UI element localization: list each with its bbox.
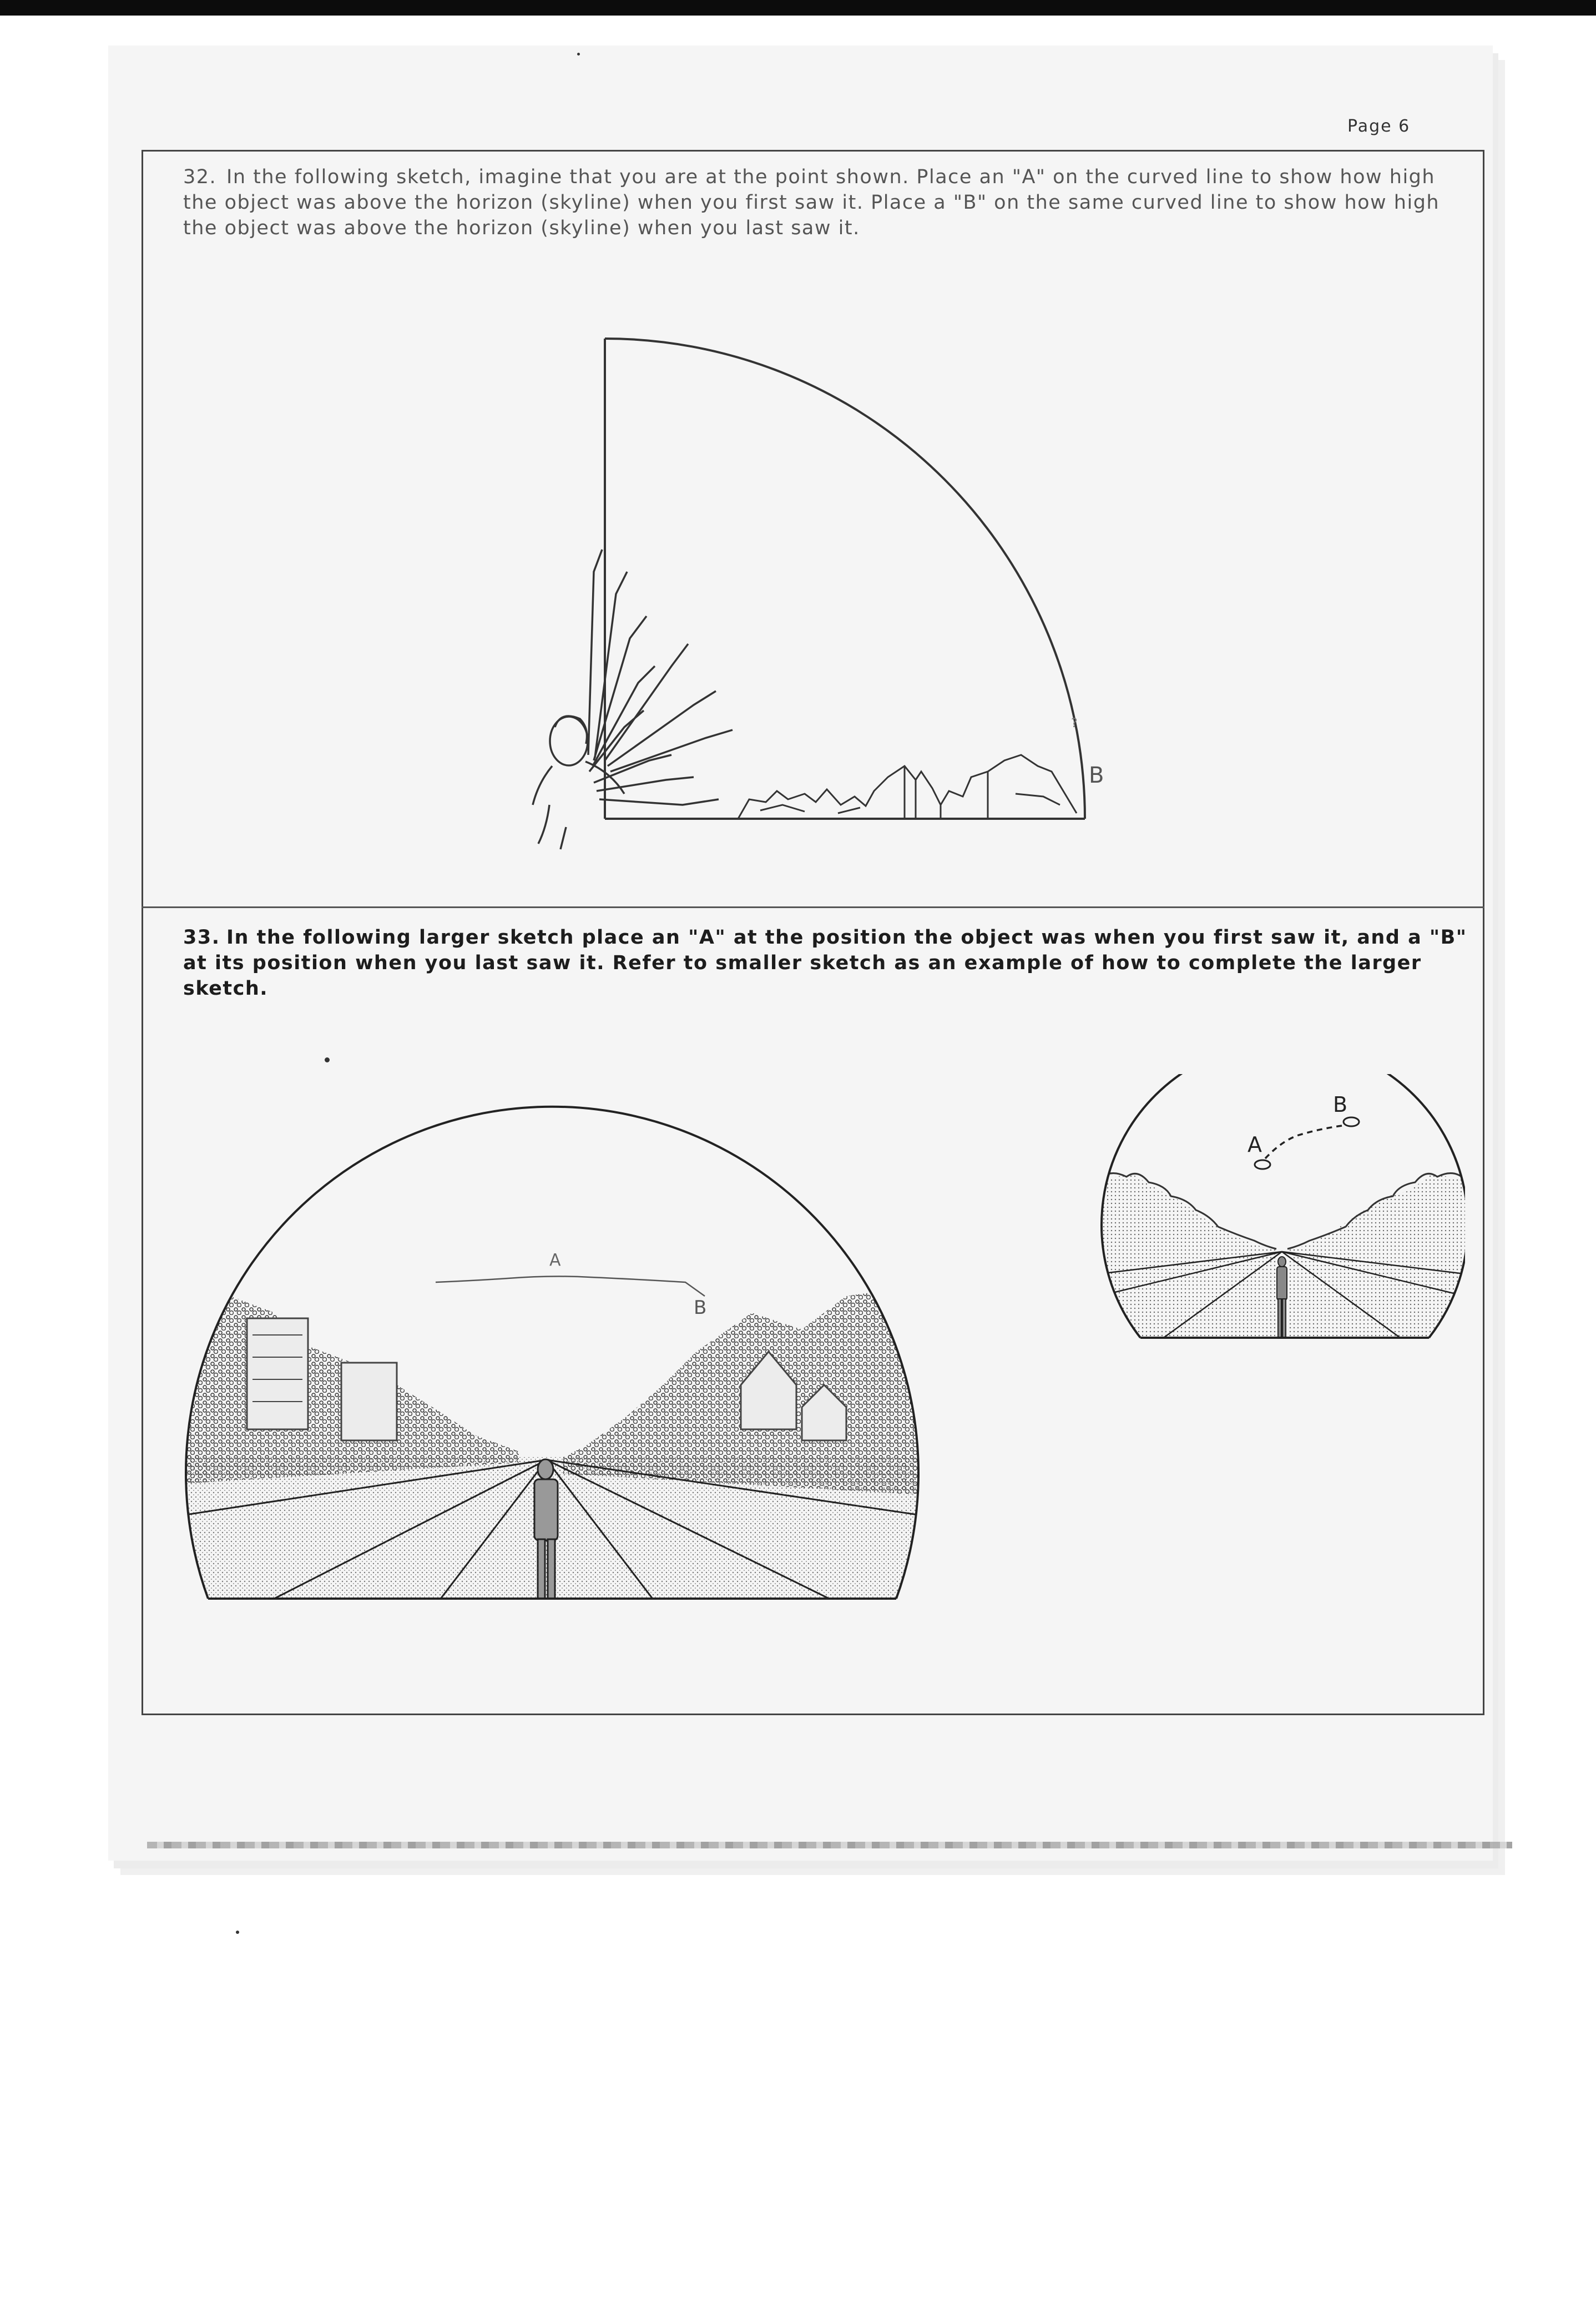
question-33-number: 33. (183, 926, 220, 949)
person-pointing-icon (533, 550, 733, 849)
quarter-circle-sketch (527, 327, 1127, 860)
page-edge (147, 1842, 1512, 1848)
question-33-text: In the following larger sketch place an "A" at the position the object was when you first saw it, and a "B" at its position when you last saw it. Refer to smaller sketch as an example of how to complete the larger sketch. (183, 926, 1467, 1000)
example-street-icon (1099, 1074, 1465, 1341)
page-number: Page 6 (1347, 117, 1411, 136)
question-32-text: In the following sketch, imagine that you are at the point shown. Place an "A" on the curved line to show how high the object was above the horizon (skyline) when you first saw it. Place a "B" on the same curved line to show how high the object was above the horizon (skyline) when you last saw it. (183, 166, 1440, 239)
skyline-arc (605, 339, 1085, 819)
section-divider (142, 906, 1484, 908)
handwritten-mark-b: B (1089, 763, 1104, 788)
example-label-b: B (1333, 1092, 1348, 1117)
large-street-sketch (164, 1074, 941, 1613)
question-32-number: 32. (183, 166, 217, 188)
handwritten-mark-a: A (549, 1251, 561, 1270)
film-edge (0, 0, 1596, 16)
question-32 (183, 164, 1454, 241)
example-label-a: A (1247, 1132, 1262, 1157)
handwritten-mark-b: B (694, 1297, 707, 1319)
speck (577, 53, 580, 56)
speck (236, 1931, 239, 1934)
faint-mark: ? (1071, 717, 1078, 730)
skyline-houses (738, 755, 1077, 819)
street-scene-icon (164, 1074, 941, 1613)
example-street-sketch (1099, 1074, 1465, 1346)
question-33 (183, 925, 1471, 1001)
